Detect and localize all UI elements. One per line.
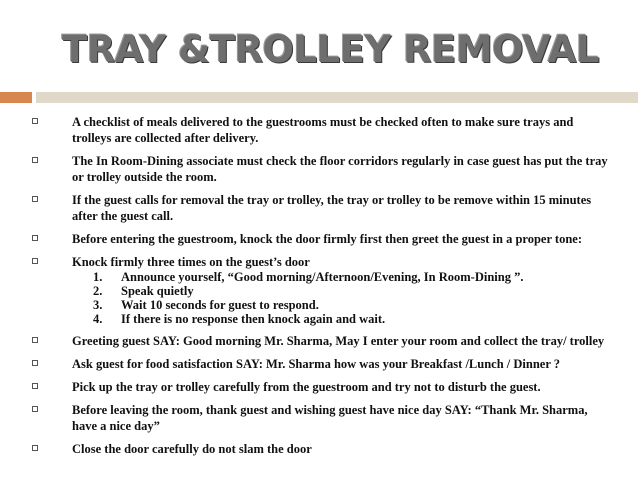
list-item [30,402,610,434]
list-item-text: Ask guest for food satisfaction SAY: Mr. Sharma how was your Breakfast /Lunch / Dinner ? [72,357,561,371]
list-item [30,379,610,395]
sublist-text: Speak quietly [121,284,194,298]
numbered-sublist [72,270,610,326]
accent-bar [0,92,32,103]
sublist-number: 3. [93,298,103,312]
sublist-text: Announce yourself, “Good morning/Afternoon/Evening, In Room-Dining ”. [121,270,524,284]
bullet-list [30,114,610,464]
list-item [30,254,610,326]
square-bullet-icon [32,383,38,389]
square-bullet-icon [32,360,38,366]
square-bullet-icon [32,258,38,264]
sublist-text: If there is no response then knock again and wait. [121,312,386,326]
list-item [30,231,610,247]
sublist-number: 1. [93,270,103,284]
sublist-number: 4. [93,312,103,326]
list-item [30,441,610,457]
list-item-text: Before leaving the room, thank guest and wishing guest have nice day SAY: “Thank Mr. Sharma, have a nice day” [72,403,588,433]
square-bullet-icon [32,196,38,202]
square-bullet-icon [32,406,38,412]
list-item [30,333,610,349]
sublist-item [72,270,610,284]
list-item [30,356,610,372]
list-item-text: A checklist of meals delivered to the guestrooms must be checked often to make sure trays and trolleys are collected after delivery. [72,115,574,145]
sublist-item [72,284,610,298]
slide-title: TRAY &TROLLEY REMOVAL [62,28,599,71]
list-item-text: If the guest calls for removal the tray or trolley, the tray or trolley to be remove within 15 minutes after the guest call. [72,193,592,223]
list-item-text: The In Room-Dining associate must check the floor corridors regularly in case guest has put the tray or trolley outside the room. [72,154,608,184]
list-item-text: Knock firmly three times on the guest’s door [72,255,310,269]
list-item [30,153,610,185]
square-bullet-icon [32,337,38,343]
title-divider [36,92,638,103]
sublist-item [72,312,610,326]
list-item-text: Greeting guest SAY: Good morning Mr. Sharma, May I enter your room and collect the tray/ trolley [72,334,605,348]
sublist-text: Wait 10 seconds for guest to respond. [121,298,319,312]
list-item-text: Close the door carefully do not slam the door [72,442,312,456]
square-bullet-icon [32,118,38,124]
list-item-text: Pick up the tray or trolley carefully from the guestroom and try not to disturb the guest. [72,380,541,394]
square-bullet-icon [32,445,38,451]
sublist-number: 2. [93,284,103,298]
list-item [30,192,610,224]
list-item-text: Before entering the guestroom, knock the door firmly first then greet the guest in a proper tone: [72,232,583,246]
square-bullet-icon [32,157,38,163]
list-item [30,114,610,146]
sublist-item [72,298,610,312]
square-bullet-icon [32,235,38,241]
